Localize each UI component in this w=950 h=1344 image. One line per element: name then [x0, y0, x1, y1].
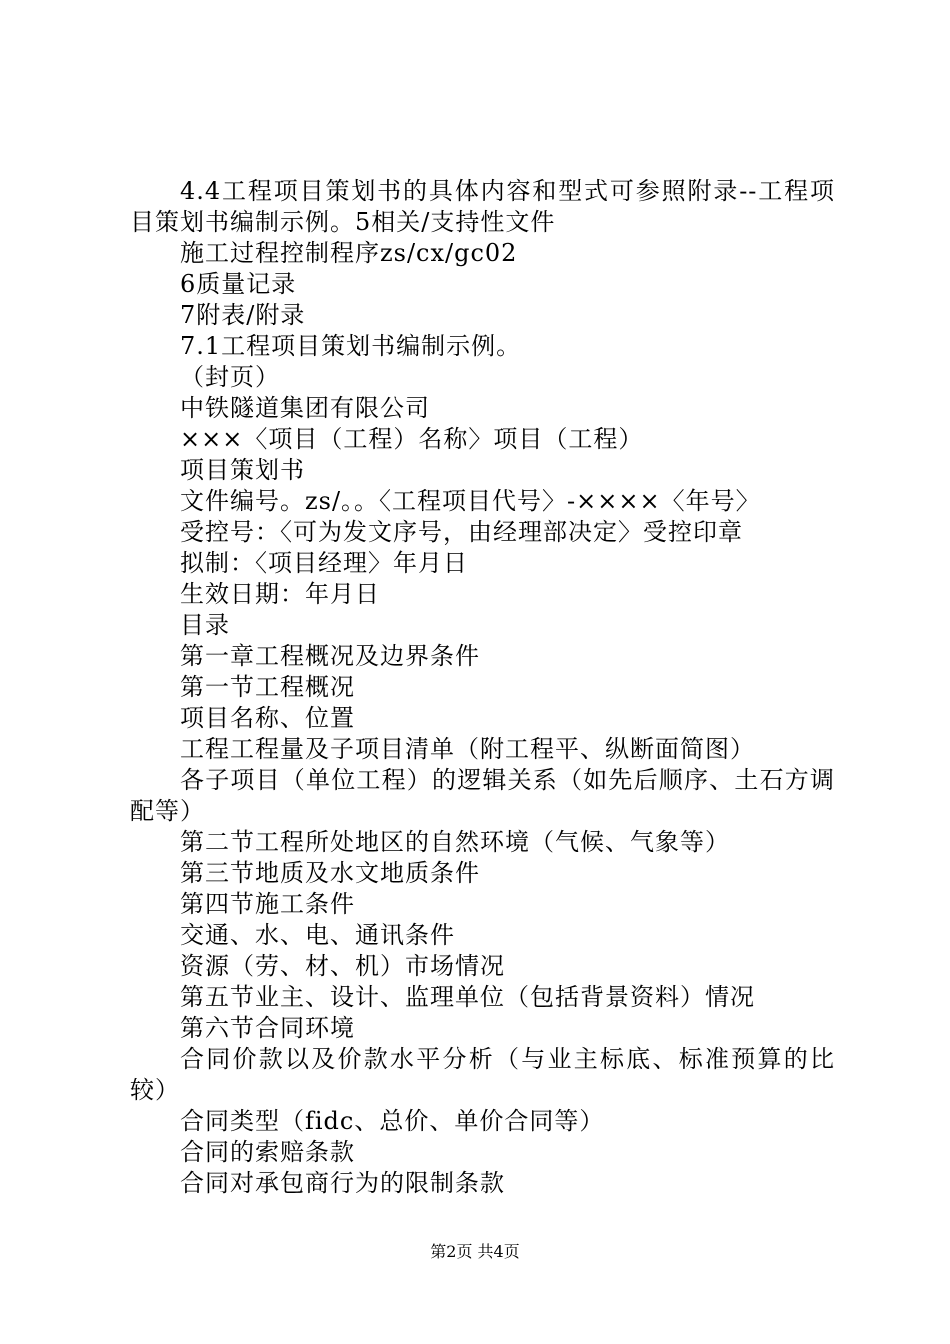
- toc-item: 各子项目（单位工程）的逻辑关系（如先后顺序、土石方调配等）: [130, 766, 835, 825]
- section-heading: 7附表/附录: [180, 301, 306, 329]
- toc-item: 合同价款以及价款水平分析（与业主标底、标准预算的比较）: [130, 1045, 835, 1104]
- section-heading: 7.1工程项目策划书编制示例。: [180, 332, 522, 360]
- section-heading: 6质量记录: [180, 270, 297, 298]
- toc-item: 第三节地质及水文地质条件: [180, 859, 480, 887]
- text-line: ×××〈项目（工程）名称〉项目（工程）: [180, 425, 644, 453]
- page-number-footer: 第2页 共4页: [430, 1242, 520, 1261]
- toc-item: 第二节工程所处地区的自然环境（气候、气象等）: [180, 828, 730, 856]
- toc-heading: 目录: [180, 611, 230, 639]
- paragraph-4-4: 4.4工程项目策划书的具体内容和型式可参照附录--工程项目策划书编制示例。5相关/支持性文件: [130, 177, 835, 236]
- text-line: 拟制：〈项目经理〉年月日: [180, 549, 468, 577]
- text-line: （封页）: [180, 363, 280, 391]
- text-line: 文件编号。zs/。。〈工程项目代号〉-××××〈年号〉: [180, 487, 761, 515]
- text-line: 施工过程控制程序zs/cx/gc02: [180, 239, 518, 267]
- toc-item: 合同对承包商行为的限制条款: [180, 1169, 505, 1197]
- text-line: 生效日期：年月日: [180, 580, 380, 608]
- toc-item: 资源（劳、材、机）市场情况: [180, 952, 505, 980]
- document-body: [130, 176, 835, 1199]
- document-title: 项目策划书: [180, 456, 305, 484]
- toc-item: 第六节合同环境: [180, 1014, 355, 1042]
- company-name: 中铁隧道集团有限公司: [180, 394, 430, 422]
- toc-item: 项目名称、位置: [180, 704, 355, 732]
- toc-item: 交通、水、电、通讯条件: [180, 921, 455, 949]
- toc-item: 第一节工程概况: [180, 673, 355, 701]
- toc-item: 第四节施工条件: [180, 890, 355, 918]
- toc-item: 第五节业主、设计、监理单位（包括背景资料）情况: [180, 983, 755, 1011]
- toc-item: 工程工程量及子项目清单（附工程平、纵断面简图）: [180, 735, 755, 763]
- text-line: 受控号：〈可为发文序号，由经理部决定〉受控印章: [180, 518, 743, 546]
- toc-item: 合同的索赔条款: [180, 1138, 355, 1166]
- toc-item: 合同类型（fidc、总价、单价合同等）: [180, 1107, 605, 1135]
- toc-item: 第一章工程概况及边界条件: [180, 642, 480, 670]
